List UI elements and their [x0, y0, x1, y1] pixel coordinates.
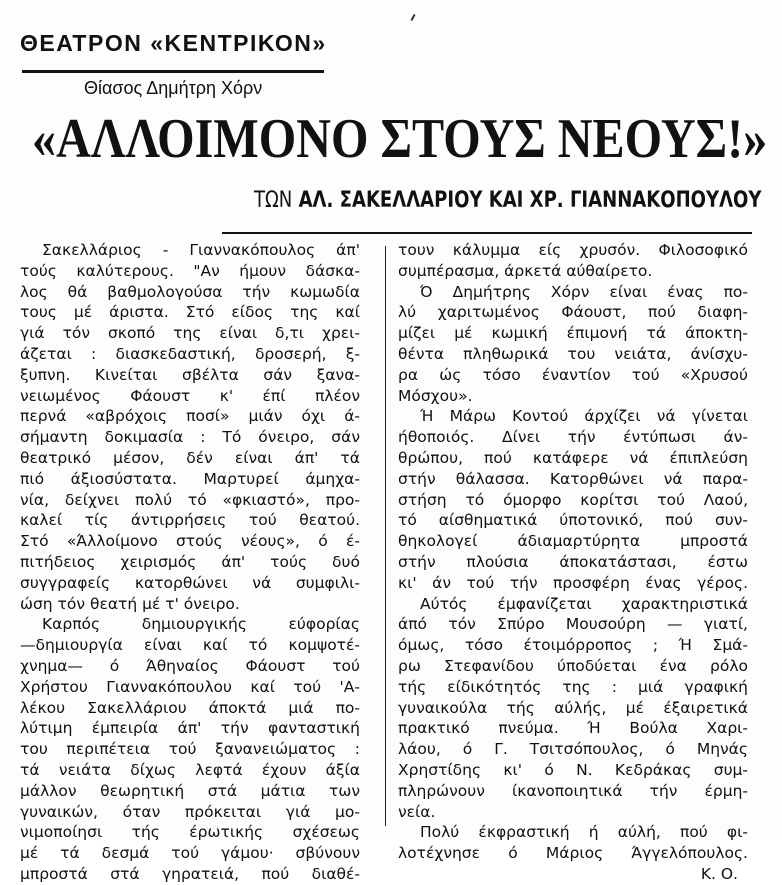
article-line: καλεί τίς άντιρρήσεις τού θεατού.: [20, 511, 360, 530]
article-line: τό αίσθηματικά ύποτονικό, πού συν-: [398, 511, 748, 530]
article-line: Καρπός δημιουργικής εύφορίας: [42, 615, 360, 634]
column-divider: [385, 246, 386, 826]
article-line: νία, δείχνει πολύ τό «φκιαστό», προ-: [20, 490, 360, 509]
article-line: περνά «αβρόχοις ποσί» μιάν όχι ά-: [20, 407, 360, 426]
article-line: άπό τόν Σπύρο Μουσούρη — γιατί,: [398, 615, 748, 634]
article-line: —δημιουργία είναι καί τό κομψοτέ-: [20, 636, 360, 655]
article-line: λοτέχνησε ό Μάριος Άγγελόπουλος.: [398, 844, 748, 863]
article-line: ήθοποιός. Δίνει τήν έντύπωσι άν-: [398, 428, 748, 447]
article-left-column: [20, 240, 360, 885]
article-line: πρακτικό πνεύμα. Ή Βούλα Χαρι-: [398, 719, 748, 738]
article-line: Χρήστου Γιαννακόπουλου καί τού 'Α-: [20, 677, 360, 696]
article-line: ξυπνη. Κινείται σβέλτα σάν ξανα-: [20, 365, 360, 384]
authors-line: [254, 188, 761, 213]
article-line: νειωμένος Φάουστ κ' έπί πλέον: [20, 386, 360, 405]
article-line: κι' άν τού τήν προσφέρη ένας γέρος.: [398, 573, 748, 592]
theatre-name: ΘΕΑΤΡΟΝ «ΚΕΝΤΡΙΚΟΝ»: [20, 30, 327, 56]
article-line: Πολύ έκφραστική ή αύλή, πού φι-: [420, 823, 748, 842]
article-line: ρω Στεφανίδου ύποδύεται ένα ρόλο: [398, 656, 748, 675]
article-line: στήση τό όμορφο κορίτσι τού Λαού,: [398, 490, 748, 509]
authors-names: ΑΛ. ΣΑΚΕΛΛΑΡΙΟΥ ΚΑΙ ΧΡ. ΓΙΑΝΝΑΚΟΠΟΥΛΟΥ: [298, 188, 762, 213]
article-line: τους μέ άριστα. Στό είδος της καί: [20, 303, 360, 322]
authors-prefix: ΤΩΝ: [254, 188, 293, 213]
article-line: θηκολογεί άδιαμαρτύρητα μπροστά: [398, 532, 748, 551]
article-line: Χρηστίδης κι' ό Ν. Κεδράκας συμ-: [398, 760, 748, 779]
article-line: όμως, τόσο έτοιμόρροπος ; Ή Σμά-: [398, 636, 748, 655]
article-line: μπροστά στά γηρατειά, πού διαθέ-: [20, 864, 360, 883]
article-line: Ό Δημήτρης Χόρν είναι ένας πο-: [420, 282, 748, 301]
article-line: γυναικούλα τής αύλής, μέ έξαιρετικά: [398, 698, 748, 717]
article-line: ώση τόν θεατή μέ τ' όνειρο.: [20, 594, 240, 613]
article-line: λέκου Σακελλάριου άποκτά μιά πο-: [20, 698, 360, 717]
article-line: λύτιμη έμπειρία άπ' τήν φανταστική: [20, 719, 360, 738]
article-line: μίζει μέ κωμική έπιμονή τά άποκτη-: [398, 324, 748, 343]
article-line: συγγραφείς κατορθώνει νά συμφιλι-: [20, 573, 360, 592]
article-line: γυναικών, όταν πρόκειται γιά μο-: [20, 802, 360, 821]
article-line: τής είδικότητός της : μιά γραφική: [398, 677, 748, 696]
article-line: άζεται : διασκεδαστική, δροσερή, ξ-: [20, 344, 360, 363]
article-line: νεία.: [398, 802, 436, 821]
article-line: τά νειάτα δίχως λεφτά έχουν άξία: [20, 760, 360, 779]
article-line: συμπέρασμα, άρκετά αύθαίρετο.: [398, 261, 653, 280]
article-line: λος θά βαθμολογούσα τήν κωμωδία: [20, 282, 360, 301]
troupe-name: Θίασος Δημήτρη Χόρν: [84, 78, 263, 98]
article-line: πιό άξιοσύστατα. Μαρτυρεί άμηχα-: [20, 469, 360, 488]
article-line: θεατρικό μέσον, δέν είναι άπ' τά: [20, 448, 360, 467]
article-line: θέντα πληθωρικά του νειάτα, άνίσχυ-: [398, 344, 748, 363]
article-line: λύ χαριτωμένος Φάουστ, πού διαφη-: [398, 303, 748, 322]
article-line: στήν θάλασσα. Κατορθώνει νά παρα-: [398, 469, 748, 488]
article-line: Αύτός έμφανίζεται χαρακτηριστικά: [420, 594, 748, 613]
article-line: Σακελλάριος - Γιαννακόπουλος άπ': [42, 241, 360, 259]
article-right-column: [398, 240, 748, 885]
authors-rule: [222, 232, 752, 234]
article-line: Μόσχου».: [398, 386, 473, 405]
article-line: πιτήδειος χειρισμός άπ' τούς δυό: [20, 552, 360, 571]
author-initials: Κ. Ο.: [700, 864, 738, 883]
article-line: νιμοποίησι τής έρωτικής σχέσεως: [20, 823, 360, 842]
article-line: μέ τά δεσμά τού γάμου· σβύνουν: [20, 844, 360, 863]
article-line: στήν πλούσια άποκατάστασι, έστω: [398, 552, 748, 571]
play-title: «ΑΛΛΟΙΜΟΝΟ ΣΤΟΥΣ ΝΕΟΥΣ!»: [32, 108, 768, 170]
article-line: του περιπέτεια τού ξανανειώματος :: [20, 740, 360, 759]
top-rule: [22, 70, 324, 73]
article-line: θρώπου, πού κατάφερε νά έπιπλεύση: [398, 448, 748, 467]
article-line: πληρώνουν ίκανοποιητικά τήν έρμη-: [398, 781, 748, 800]
article-line: γιά τόν σκοπό της είναι δ,τι χρει-: [20, 324, 360, 343]
print-speck: [410, 14, 415, 21]
article-line: ρα ώς τόσο έναντίον τού «Χρυσού: [398, 365, 748, 384]
article-line: λάου, ό Γ. Τσιτσόπουλος, ό Μηνάς: [398, 740, 748, 759]
article-line: χνημα— ό Άθηναίος Φάουστ τού: [20, 656, 360, 675]
article-line: τούς καλύτερους. "Αν ήμουν δάσκα-: [20, 261, 360, 280]
article-line: Στό «Άλλοίμονο στούς νέους», ό έ-: [20, 532, 360, 551]
article-line: σήμαντη δοκιμασία : Τό όνειρο, σάν: [20, 428, 360, 447]
article-line: τουν κάλυμμα είς χρυσόν. Φιλοσοφικό: [398, 241, 748, 259]
article-line: μάλλον θεωρητική στά μάτια των: [20, 781, 360, 800]
article-line: Ή Μάρω Κοντού άρχίζει νά γίνεται: [420, 407, 748, 426]
